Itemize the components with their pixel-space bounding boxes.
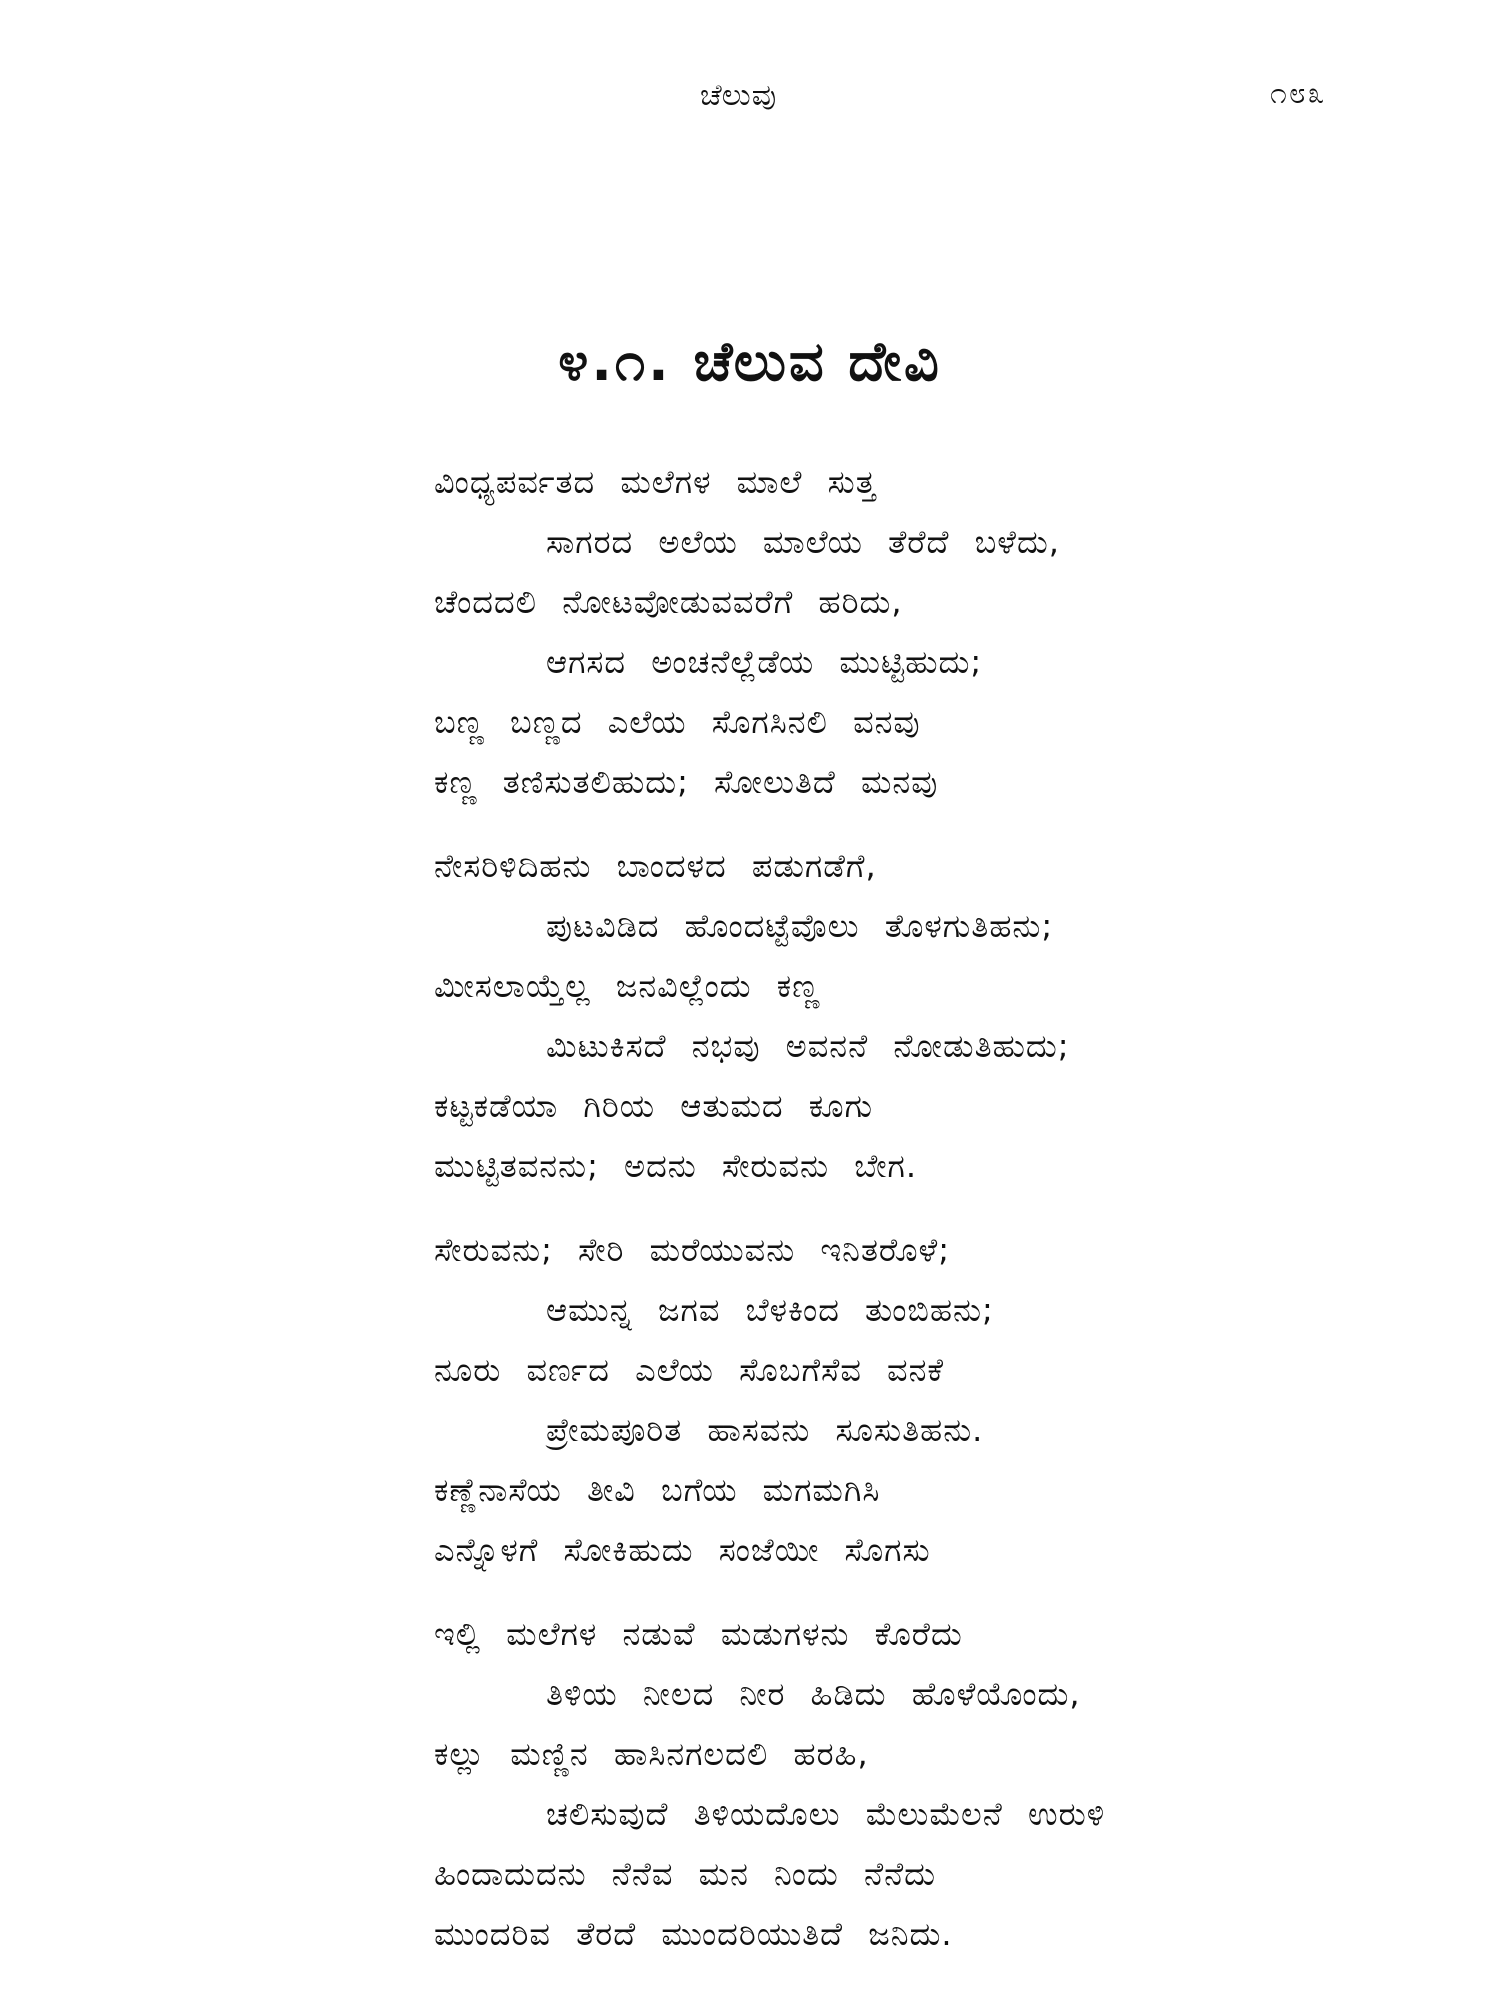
poem-line: ನೇಸರಿಳಿದಿಹನು ಬಾಂದಳದ ಪಡುಗಡೆಗೆ,	[434, 847, 877, 885]
poem-line: ತಿಳಿಯ ನೀಲದ ನೀರ ಹಿಡಿದು ಹೊಳೆಯೊಂದು,	[546, 1675, 1081, 1713]
stanza	[434, 452, 1474, 812]
poem-line: ಹಿಂದಾದುದನು ನೆನೆವ ಮನ ನಿಂದು ನೆನೆದು	[434, 1855, 937, 1893]
poem-title: ೪.೧. ಚೆಲುವ ದೇವಿ	[558, 330, 942, 393]
poem-line: ಮುಂದರಿವ ತೆರದೆ ಮುಂದರಿಯುತಿದೆ ಜನಿದು.	[434, 1915, 953, 1953]
poem-line: ಮೀಸಲಾಯ್ತೆಲ್ಲ ಜನವಿಲ್ಲೆಂದು ಕಣ್ಣ	[434, 967, 821, 1005]
poem-line: ಆಗಸದ ಅಂಚನೆಲ್ಲೆಡೆಯ ಮುಟ್ಟಿಹುದು;	[546, 643, 983, 681]
poem-line: ಆಮುನ್ನ ಜಗವ ಬೆಳಕಿಂದ ತುಂಬಿಹನು;	[546, 1291, 994, 1329]
poem-line: ಕಣ್ಣ ತಣಿಸುತಲಿಹುದು; ಸೋಲುತಿದೆ ಮನವು	[434, 763, 939, 801]
stanza	[434, 836, 1474, 1196]
stanza	[434, 1604, 1474, 1964]
poem-line: ಪ್ರೇಮಪೂರಿತ ಹಾಸವನು ಸೂಸುತಿಹನು.	[546, 1411, 984, 1449]
poem-line: ಸೇರುವನು; ಸೇರಿ ಮರೆಯುವನು ಇನಿತರೊಳೆ;	[434, 1231, 950, 1269]
poem-line: ಎನ್ನೊಳಗೆ ಸೋಕಿಹುದು ಸಂಜೆಯೀ ಸೊಗಸು	[434, 1531, 931, 1569]
poem-line: ಕಲ್ಲು ಮಣ್ಣಿನ ಹಾಸಿನಗಲದಲಿ ಹರಹಿ,	[434, 1735, 869, 1773]
poem-line: ಮುಟ್ಟಿತವನನು; ಅದನು ಸೇರುವನು ಬೇಗ.	[434, 1147, 918, 1185]
poem-line: ಚಲಿಸುವುದೆ ತಿಳಿಯದೊಲು ಮೆಲುಮೆಲನೆ ಉರುಳಿ	[546, 1795, 1106, 1833]
poem-line: ಸಾಗರದ ಅಲೆಯ ಮಾಲೆಯ ತೆರೆದೆ ಬಳೆದು,	[546, 523, 1060, 561]
poem-line: ಇಲ್ಲಿ ಮಲೆಗಳ ನಡುವೆ ಮಡುಗಳನು ಕೊರೆದು	[434, 1615, 963, 1653]
poem-line: ನೂರು ವರ್ಣದ ಎಲೆಯ ಸೊಬಗೆಸೆವ ವನಕೆ	[434, 1351, 945, 1389]
poem-line: ಚೆಂದದಲಿ ನೋಟವೋಡುವವರೆಗೆ ಹರಿದು,	[434, 583, 903, 621]
poem-line: ಕಟ್ಟಕಡೆಯಾ ಗಿರಿಯ ಆತುಮದ ಕೂಗು	[434, 1087, 874, 1125]
poem-line: ಮಿಟುಕಿಸದೆ ನಭವು ಅವನನೆ ನೋಡುತಿಹುದು;	[546, 1027, 1070, 1065]
page-number: ೧೮೩	[1270, 76, 1327, 111]
stanza	[434, 1220, 1474, 1580]
poem-line: ಬಣ್ಣ ಬಣ್ಣದ ಎಲೆಯ ಸೊಗಸಿನಲಿ ವನವು	[434, 703, 921, 741]
running-title: ಚೆಲುವು	[700, 78, 778, 113]
poem-line: ಕಣ್ಣೆನಾಸೆಯ ತೀವಿ ಬಗೆಯ ಮಗಮಗಿಸಿ	[434, 1471, 881, 1509]
poem-line: ವಿಂಧ್ಯಪರ್ವತದ ಮಲೆಗಳ ಮಾಲೆ ಸುತ್ತ	[434, 463, 877, 501]
poem-body	[434, 452, 1474, 1988]
poem-line: ಪುಟವಿಡಿದ ಹೊಂದಟ್ಟೆವೊಲು ತೊಳಗುತಿಹನು;	[546, 907, 1054, 945]
